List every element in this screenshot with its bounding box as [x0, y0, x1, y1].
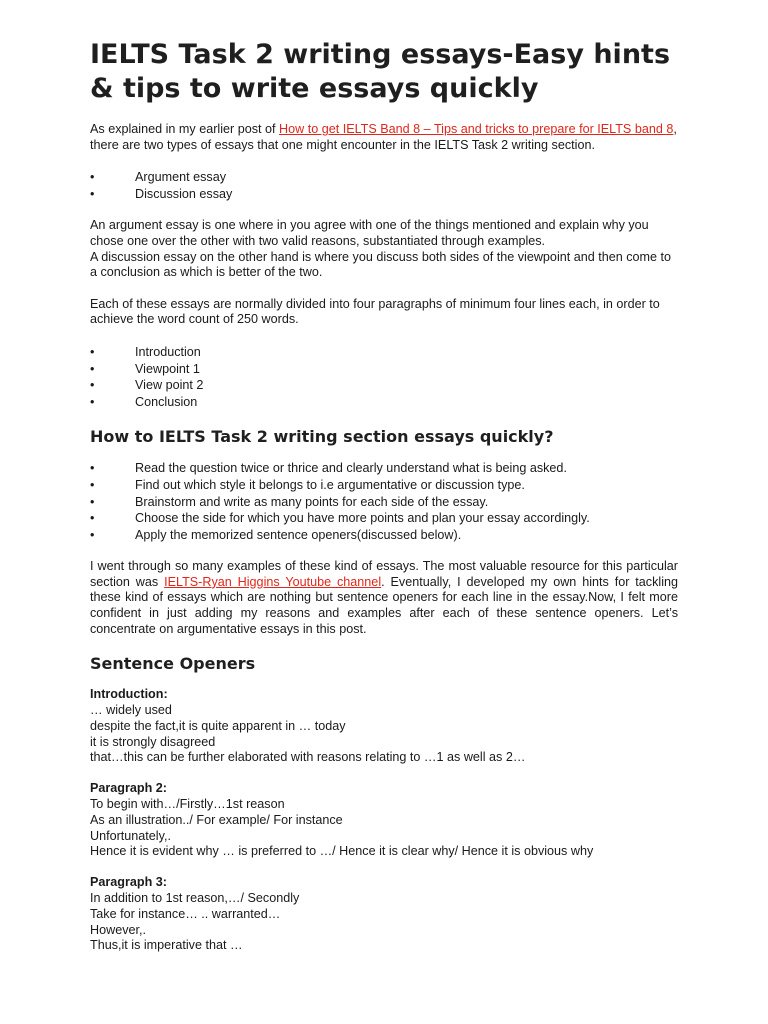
- list-item: [90, 169, 678, 186]
- section-heading-how-to: How to IELTS Task 2 writing section essays quickly?: [90, 427, 554, 447]
- list-item-text: Introduction: [135, 344, 201, 359]
- list-item: [90, 394, 678, 411]
- bullet-icon: •: [90, 511, 95, 526]
- opener-line: Thus,it is imperative that …: [90, 938, 243, 953]
- essay-types-list: [90, 169, 678, 202]
- intro-text-start: As explained in my earlier post of: [90, 122, 279, 136]
- opener-line: it is strongly disagreed: [90, 734, 216, 749]
- opener-line: To begin with…/Firstly…1st reason: [90, 797, 285, 812]
- bullet-icon: •: [90, 394, 95, 409]
- bullet-icon: •: [90, 494, 95, 509]
- list-item: [90, 361, 678, 378]
- list-item-text: Discussion essay: [135, 186, 233, 201]
- intro-paragraph: [90, 122, 678, 153]
- opener-line: Hence it is evident why … is preferred to …/ Hence it is clear why/ Hence it is obvious why: [90, 844, 594, 859]
- opener-line: … widely used: [90, 703, 172, 718]
- opener-block-paragraph-2: [90, 781, 678, 860]
- opener-block-heading: Paragraph 3:: [90, 875, 167, 890]
- opener-line: In addition to 1st reason,…/ Secondly: [90, 891, 300, 906]
- bullet-icon: •: [90, 461, 95, 476]
- list-item: [90, 510, 678, 527]
- opener-line: Unfortunately,.: [90, 828, 171, 843]
- ryan-higgins-channel-link[interactable]: IELTS-Ryan Higgins Youtube channel: [164, 574, 382, 589]
- band8-post-link[interactable]: How to get IELTS Band 8 – Tips and tricks to prepare for IELTS band 8: [279, 122, 674, 136]
- section-heading-sentence-openers: Sentence Openers: [90, 654, 256, 674]
- resource-text-end: . Eventually, I developed my own hints for tackling these kind of essays which are nothing but sentence openers for each line in the essay.Now, I felt more confident in just adding my reasons and examples after each of these sentence openers. Let’s concentrate on argumentative essays in this post.: [90, 574, 679, 636]
- paragraph-structure-list: [90, 344, 678, 410]
- intro-text-end: , there are two types of essays that one might encounter in the IELTS Task 2 writing section.: [90, 122, 677, 152]
- bullet-icon: •: [90, 186, 95, 201]
- bullet-icon: •: [90, 170, 95, 185]
- list-item: [90, 477, 678, 494]
- list-item: [90, 377, 678, 394]
- resource-text-start: I went through so many examples of these kind of essays. The most valuable resource for this particular section was: [90, 559, 678, 589]
- opener-line: despite the fact,it is quite apparent in … today: [90, 718, 346, 733]
- list-item: [90, 460, 678, 477]
- list-item: [90, 186, 678, 203]
- page-title: IELTS Task 2 writing essays-Easy hints & tips to write essays quickly: [90, 39, 671, 104]
- list-item-text: Conclusion: [135, 394, 198, 409]
- definitions-paragraph: [90, 218, 678, 280]
- steps-list: [90, 460, 678, 543]
- list-item-text: Apply the memorized sentence openers(discussed below).: [135, 527, 462, 542]
- opener-block-heading: Introduction:: [90, 687, 168, 702]
- opener-line: However,.: [90, 922, 146, 937]
- list-item: [90, 494, 678, 511]
- opener-block-introduction: [90, 687, 678, 766]
- list-item-text: Read the question twice or thrice and clearly understand what is being asked.: [135, 461, 567, 476]
- bullet-icon: •: [90, 527, 95, 542]
- list-item-text: Find out which style it belongs to i.e argumentative or discussion type.: [135, 477, 525, 492]
- paragraph-info: Each of these essays are normally divided into four paragraphs of minimum four lines each, in order to achieve the word count of 250 words.: [90, 296, 660, 327]
- opener-line: that…this can be further elaborated with reasons relating to …1 as well as 2…: [90, 750, 526, 765]
- bullet-icon: •: [90, 361, 95, 376]
- list-item: [90, 527, 678, 544]
- list-item-text: Choose the side for which you have more points and plan your essay accordingly.: [135, 511, 590, 526]
- bullet-icon: •: [90, 477, 95, 492]
- opener-line: As an illustration../ For example/ For instance: [90, 812, 343, 827]
- list-item-text: Viewpoint 1: [135, 361, 200, 376]
- opener-line: Take for instance… .. warranted…: [90, 906, 281, 921]
- opener-block-heading: Paragraph 2:: [90, 781, 167, 796]
- list-item-text: Brainstorm and write as many points for each side of the essay.: [135, 494, 489, 509]
- list-item-text: View point 2: [135, 378, 204, 393]
- bullet-icon: •: [90, 378, 95, 393]
- opener-block-paragraph-3: [90, 875, 678, 954]
- discussion-definition: A discussion essay on the other hand is where you discuss both sides of the viewpoint and then come to a conclusion as which is better of the two.: [90, 249, 672, 280]
- list-item: [90, 344, 678, 361]
- bullet-icon: •: [90, 344, 95, 359]
- resource-paragraph: [90, 559, 678, 637]
- list-item-text: Argument essay: [135, 170, 226, 185]
- argument-definition: An argument essay is one where in you agree with one of the things mentioned and explain why you chose one over the other with two valid reasons, substantiated through examples.: [90, 218, 649, 248]
